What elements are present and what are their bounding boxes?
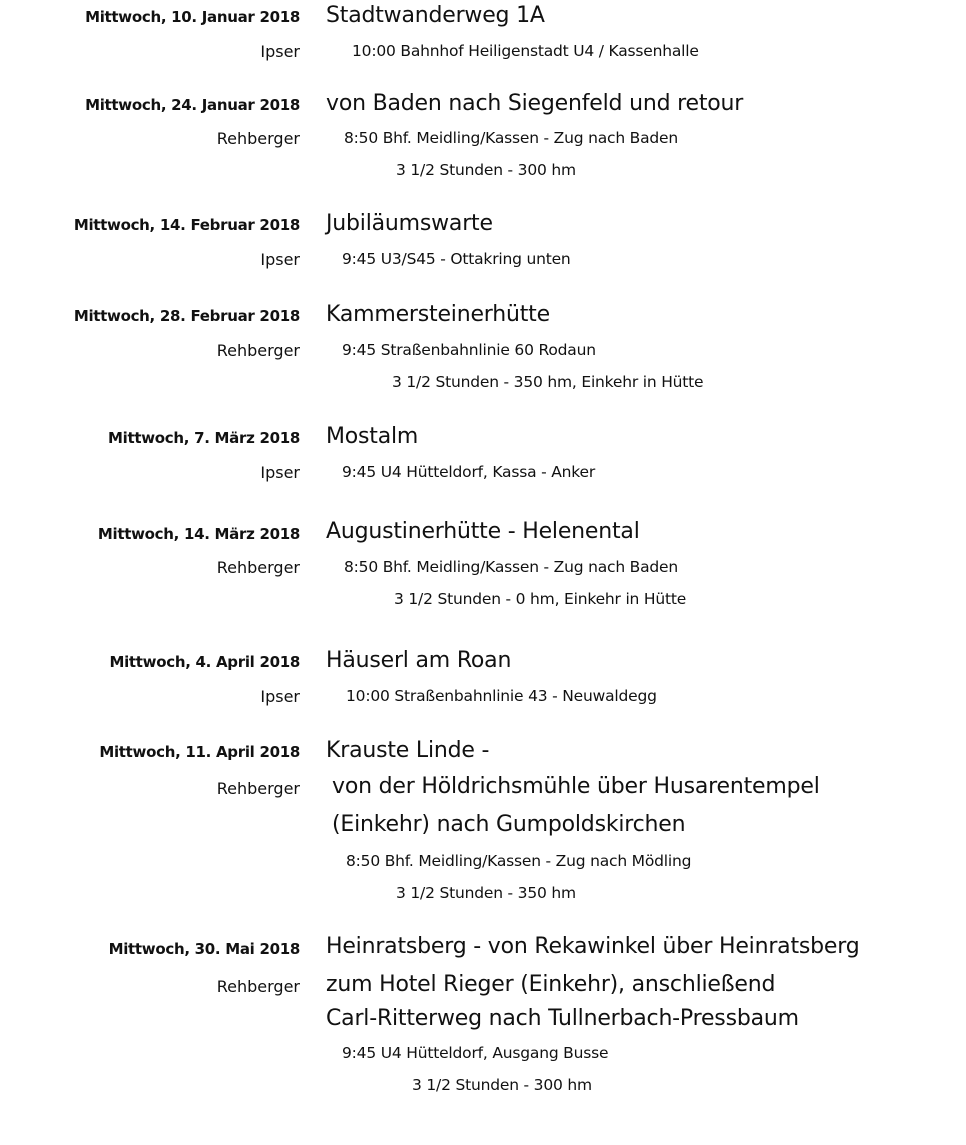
entry-title-line: Carl-Ritterweg nach Tullnerbach-Pressbaum xyxy=(326,1006,799,1031)
entry-title-line: zum Hotel Rieger (Einkehr), anschließend xyxy=(326,972,776,997)
entry-leader: Rehberger xyxy=(216,341,300,360)
entry-meeting-point: 8:50 Bhf. Meidling/Kassen - Zug nach Baden xyxy=(344,129,679,147)
entry-title: von Baden nach Siegenfeld und retour xyxy=(326,91,744,116)
entry-duration: 3 1/2 Stunden - 300 hm xyxy=(396,161,576,179)
entry-date: Mittwoch, 24. Januar 2018 xyxy=(85,96,300,114)
entry-meeting-point: 10:00 Bahnhof Heiligenstadt U4 / Kassenhalle xyxy=(352,42,699,60)
entry-leader: Ipser xyxy=(260,687,300,706)
entry-title: Heinratsberg - von Rekawinkel über Heinratsberg xyxy=(326,934,860,959)
entry-duration: 3 1/2 Stunden - 350 hm xyxy=(396,884,576,902)
entry-title: Augustinerhütte - Helenental xyxy=(326,519,640,544)
entry-meeting-point: 8:50 Bhf. Meidling/Kassen - Zug nach Baden xyxy=(344,558,679,576)
entry-date: Mittwoch, 7. März 2018 xyxy=(108,429,300,447)
entry-leader: Rehberger xyxy=(216,558,300,577)
entry-meeting-point: 8:50 Bhf. Meidling/Kassen - Zug nach Mödling xyxy=(346,852,692,870)
entry-leader: Ipser xyxy=(260,463,300,482)
entry-title: Krauste Linde - xyxy=(326,738,490,763)
entry-leader: Rehberger xyxy=(216,129,300,148)
entry-date: Mittwoch, 4. April 2018 xyxy=(109,653,300,671)
entry-meeting-point: 9:45 U4 Hütteldorf, Ausgang Busse xyxy=(342,1044,609,1062)
entry-title-line: (Einkehr) nach Gumpoldskirchen xyxy=(332,812,686,837)
entry-meeting-point: 9:45 Straßenbahnlinie 60 Rodaun xyxy=(342,341,596,359)
entry-duration: 3 1/2 Stunden - 300 hm xyxy=(412,1076,592,1094)
entry-meeting-point: 10:00 Straßenbahnlinie 43 - Neuwaldegg xyxy=(346,687,657,705)
entry-leader: Ipser xyxy=(260,250,300,269)
entry-date: Mittwoch, 14. Februar 2018 xyxy=(73,216,300,234)
entry-duration: 3 1/2 Stunden - 0 hm, Einkehr in Hütte xyxy=(394,590,687,608)
entry-title: Kammersteinerhütte xyxy=(326,302,550,327)
entry-meeting-point: 9:45 U3/S45 - Ottakring unten xyxy=(342,250,571,268)
entry-date: Mittwoch, 10. Januar 2018 xyxy=(85,8,300,26)
entry-leader: Rehberger xyxy=(216,977,300,996)
entry-title: Jubiläumswarte xyxy=(326,211,493,236)
entry-title-line: von der Höldrichsmühle über Husarentempel xyxy=(332,774,820,799)
entry-title: Mostalm xyxy=(326,424,419,449)
entry-title: Häuserl am Roan xyxy=(326,648,512,673)
entry-date: Mittwoch, 11. April 2018 xyxy=(99,743,300,761)
entry-meeting-point: 9:45 U4 Hütteldorf, Kassa - Anker xyxy=(342,463,595,481)
entry-duration: 3 1/2 Stunden - 350 hm, Einkehr in Hütte xyxy=(392,373,704,391)
entry-date: Mittwoch, 14. März 2018 xyxy=(97,525,300,543)
entry-leader: Rehberger xyxy=(216,779,300,798)
entry-leader: Ipser xyxy=(260,42,300,61)
entry-date: Mittwoch, 28. Februar 2018 xyxy=(73,307,300,325)
entry-date: Mittwoch, 30. Mai 2018 xyxy=(108,940,300,958)
entry-title: Stadtwanderweg 1A xyxy=(326,3,545,28)
